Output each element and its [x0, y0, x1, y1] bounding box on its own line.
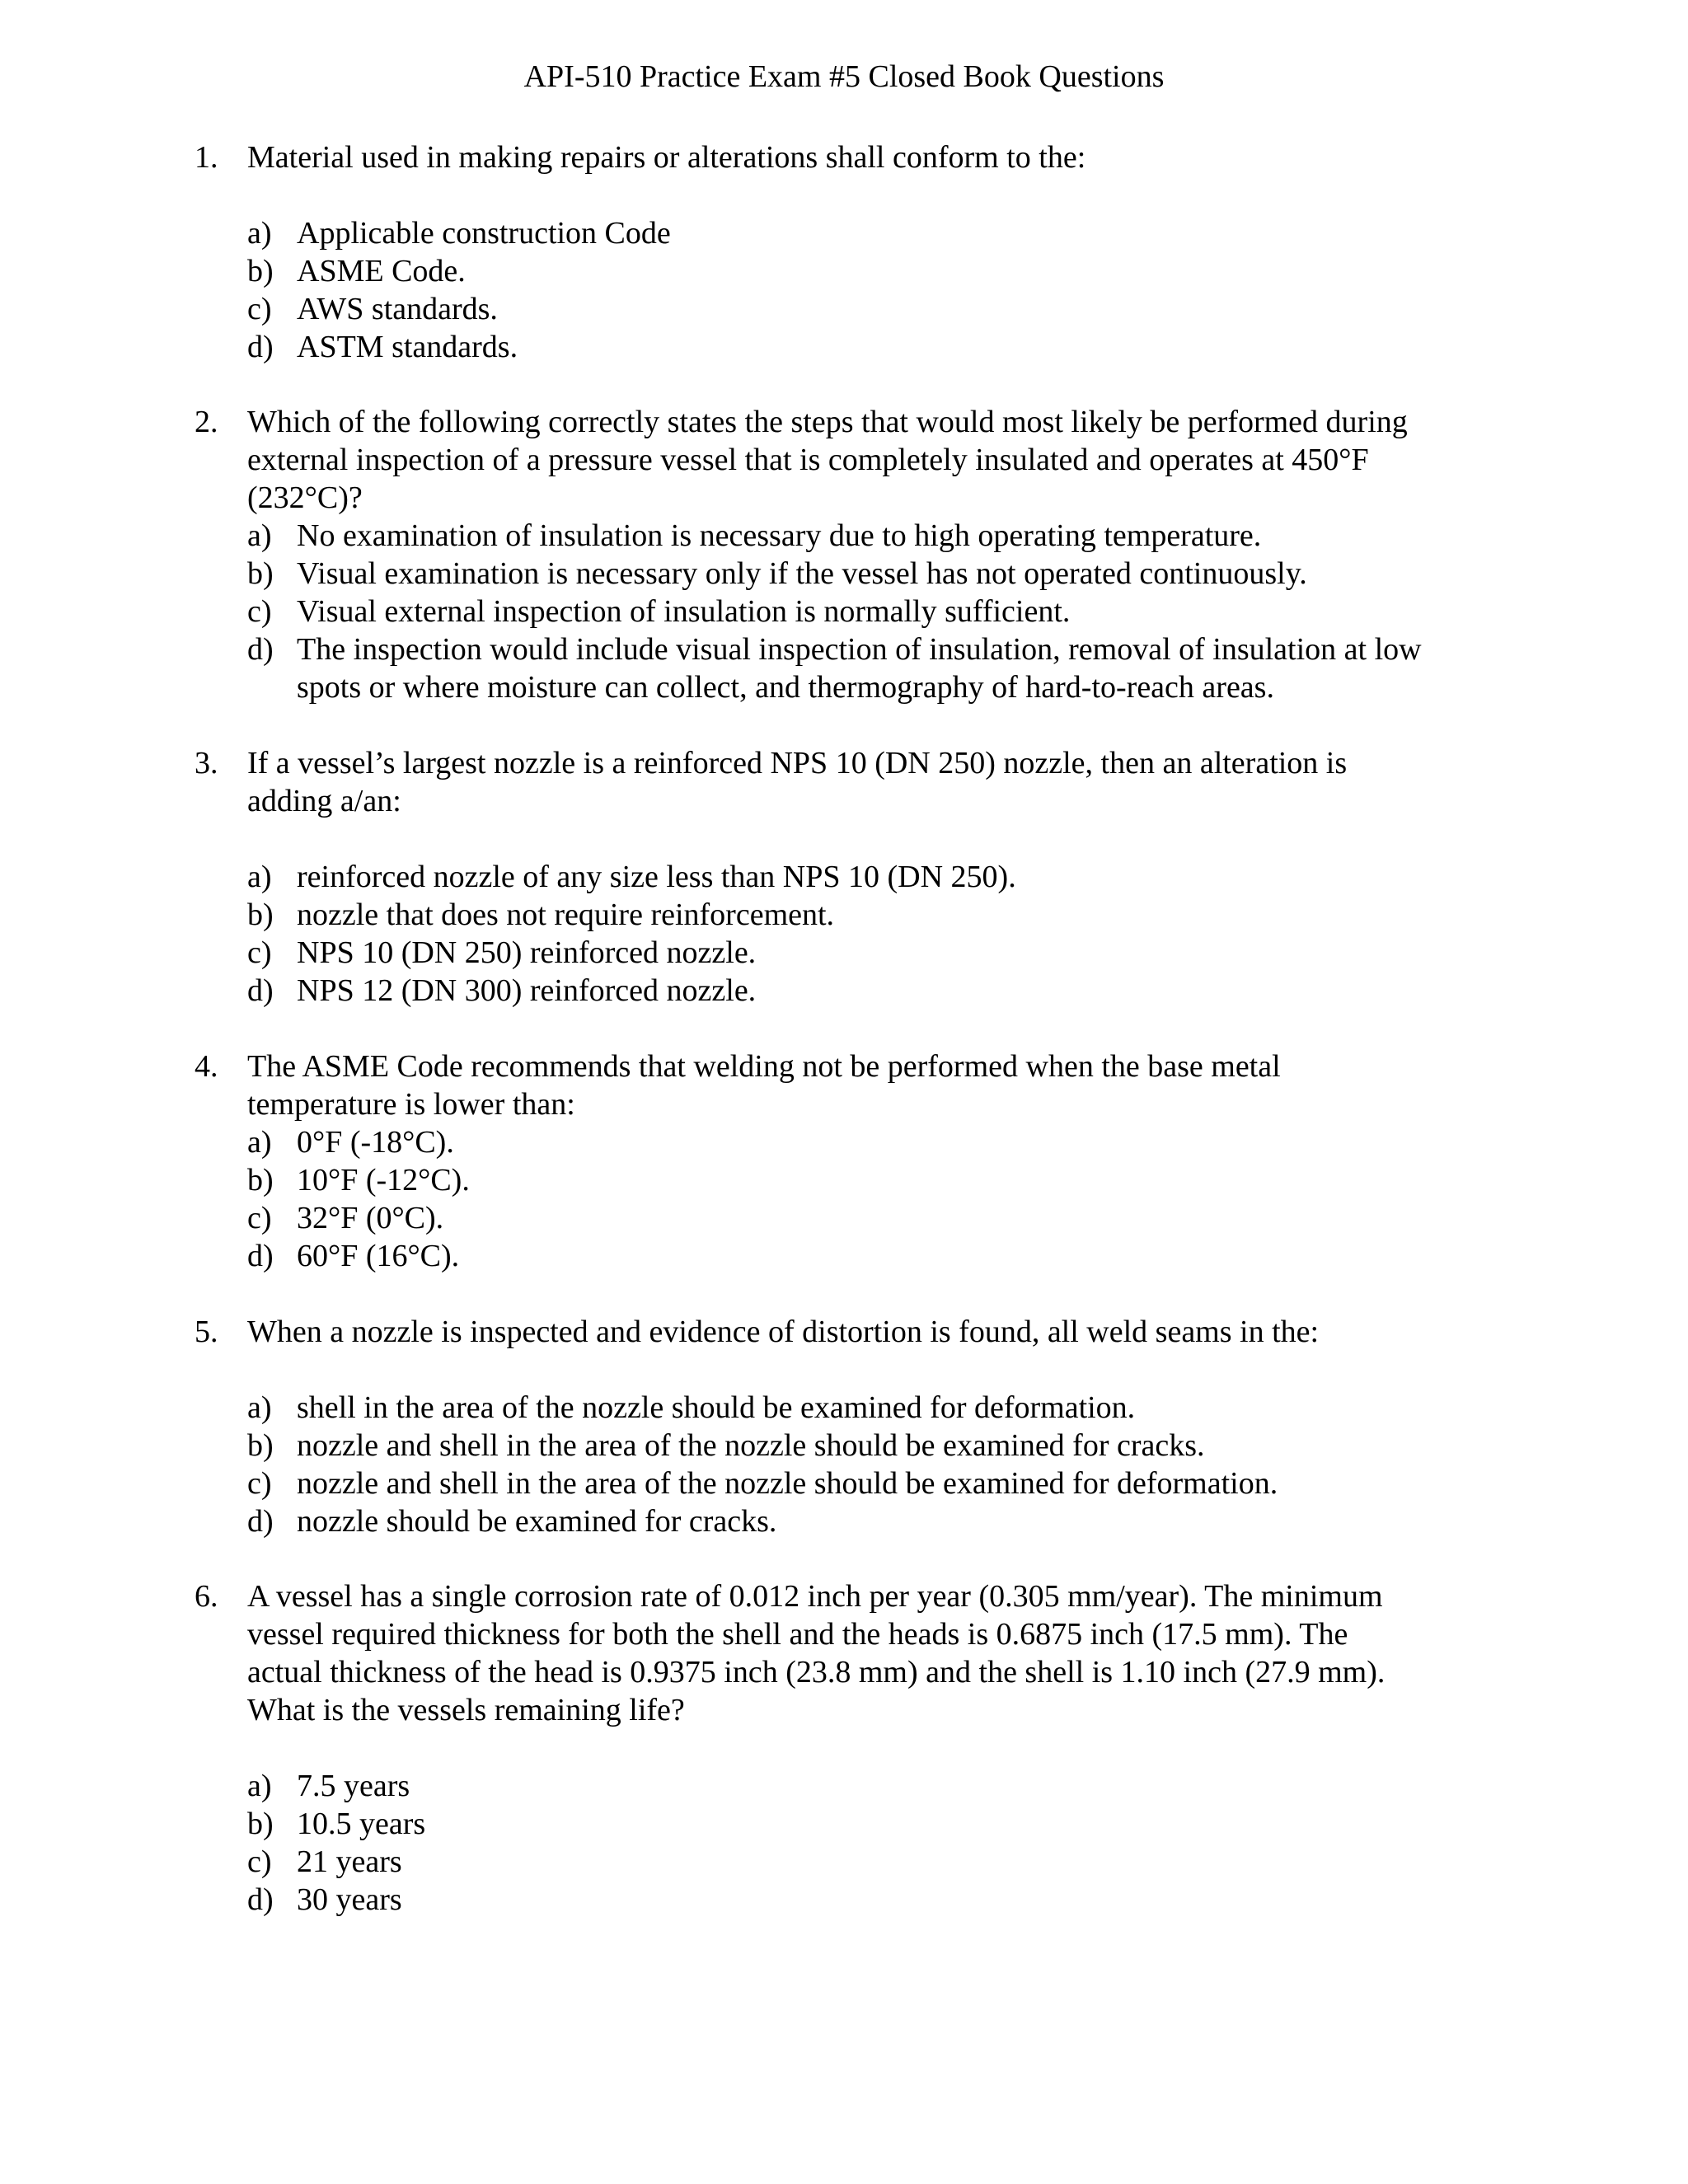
option-line: NPS 10 (DN 250) reinforced nozzle. — [297, 935, 757, 970]
option-letter: d) — [247, 1239, 274, 1273]
option-text — [297, 1389, 1533, 1427]
option-letter: d) — [247, 632, 274, 667]
question-stem-line: When a nozzle is inspected and evidence of distortion is found, all weld seams in the: — [247, 1315, 1320, 1349]
question-stem-line: Material used in making repairs or alterations shall conform to the: — [247, 140, 1086, 175]
option-text — [297, 1465, 1533, 1502]
question-stem-line: (232°C)? — [247, 480, 363, 515]
option-letter: b) — [247, 1163, 274, 1197]
question-number: 6. — [195, 1579, 218, 1614]
option-line: No examination of insulation is necessary due to high operating temperature. — [297, 518, 1262, 553]
option-line: shell in the area of the nozzle should be examined for deformation. — [297, 1390, 1136, 1425]
option-letter: d) — [247, 973, 274, 1008]
option-text — [297, 934, 1533, 972]
option-line: Visual external inspection of insulation is normally sufficient. — [297, 594, 1071, 629]
option-line: 30 years — [297, 1882, 402, 1917]
option-text — [297, 1881, 1533, 1919]
option-text — [297, 1843, 1533, 1881]
question-stem-line: actual thickness of the head is 0.9375 inch (23.8 mm) and the shell is 1.10 inch (27.9 mm). — [247, 1655, 1386, 1690]
question-stem-line: The ASME Code recommends that welding not be performed when the base metal — [247, 1049, 1281, 1084]
question-stem-line: temperature is lower than: — [247, 1087, 575, 1122]
option-letter: d) — [247, 1882, 274, 1917]
option-text — [297, 517, 1533, 555]
question-number: 5. — [195, 1315, 218, 1349]
question-stem — [247, 403, 1517, 517]
option-line: Applicable construction Code — [297, 216, 671, 251]
option-line: nozzle that does not require reinforcement. — [297, 898, 835, 932]
option-letter: b) — [247, 556, 274, 591]
option-letter: a) — [247, 1390, 272, 1425]
option-letter: a) — [247, 1125, 272, 1160]
option-text — [297, 290, 1533, 328]
option-line: nozzle should be examined for cracks. — [297, 1504, 777, 1539]
option-line: ASME Code. — [297, 254, 466, 288]
option-text — [297, 896, 1533, 934]
option-letter: b) — [247, 1807, 274, 1841]
option-letter: c) — [247, 1466, 272, 1501]
option-letter: b) — [247, 254, 274, 288]
option-text — [297, 1502, 1533, 1540]
option-line: ASTM standards. — [297, 330, 518, 364]
option-line: 0°F (-18°C). — [297, 1125, 454, 1160]
question-stem — [247, 1577, 1517, 1729]
option-letter: a) — [247, 518, 272, 553]
option-line: 10°F (-12°C). — [297, 1163, 470, 1197]
option-text — [297, 1161, 1533, 1199]
question-number: 1. — [195, 140, 218, 175]
question-stem-line: Which of the following correctly states the steps that would most likely be performed during — [247, 405, 1408, 439]
option-line: reinforced nozzle of any size less than NPS 10 (DN 250). — [297, 860, 1016, 894]
option-line: Visual examination is necessary only if the vessel has not operated continuously. — [297, 556, 1307, 591]
option-letter: c) — [247, 1201, 272, 1235]
option-text — [297, 858, 1533, 896]
option-text — [297, 1123, 1533, 1161]
question-stem — [247, 138, 1517, 176]
question-stem-line: external inspection of a pressure vessel that is completely insulated and operates at 450°F — [247, 443, 1369, 477]
option-line: spots or where moisture can collect, and thermography of hard-to-reach areas. — [297, 670, 1274, 705]
option-line: 7.5 years — [297, 1769, 410, 1803]
option-letter: c) — [247, 935, 272, 970]
question-number: 3. — [195, 746, 218, 780]
option-letter: d) — [247, 1504, 274, 1539]
option-text — [297, 593, 1533, 630]
option-letter: c) — [247, 292, 272, 326]
option-text — [297, 555, 1533, 593]
option-text — [297, 328, 1533, 366]
option-text — [297, 1237, 1533, 1275]
option-letter: a) — [247, 860, 272, 894]
option-text — [297, 1427, 1533, 1465]
option-line: 21 years — [297, 1844, 402, 1879]
option-text — [297, 630, 1533, 706]
question-stem-line: If a vessel’s largest nozzle is a reinforced NPS 10 (DN 250) nozzle, then an alteration is — [247, 746, 1348, 780]
option-text — [297, 1805, 1533, 1843]
option-letter: a) — [247, 216, 272, 251]
question-stem — [247, 1047, 1517, 1123]
option-text — [297, 214, 1533, 252]
option-line: 32°F (0°C). — [297, 1201, 444, 1235]
question-number: 2. — [195, 405, 218, 439]
option-line: AWS standards. — [297, 292, 498, 326]
option-letter: a) — [247, 1769, 272, 1803]
option-line: 60°F (16°C). — [297, 1239, 460, 1273]
page-title: API-510 Practice Exam #5 Closed Book Questions — [523, 59, 1165, 94]
option-line: The inspection would include visual inspection of insulation, removal of insulation at low — [297, 632, 1422, 667]
question-stem-line: A vessel has a single corrosion rate of 0.012 inch per year (0.305 mm/year). The minimum — [247, 1579, 1383, 1614]
question-stem-line: adding a/an: — [247, 784, 401, 818]
option-letter: c) — [247, 1844, 272, 1879]
option-letter: b) — [247, 898, 274, 932]
question-stem-line: vessel required thickness for both the shell and the heads is 0.6875 inch (17.5 mm). The — [247, 1617, 1348, 1652]
option-line: nozzle and shell in the area of the nozzle should be examined for deformation. — [297, 1466, 1278, 1501]
option-text — [297, 1767, 1533, 1805]
option-line: 10.5 years — [297, 1807, 426, 1841]
option-line: nozzle and shell in the area of the nozzle should be examined for cracks. — [297, 1428, 1205, 1463]
question-stem-line: What is the vessels remaining life? — [247, 1693, 685, 1727]
option-letter: c) — [247, 594, 272, 629]
option-text — [297, 972, 1533, 1010]
question-stem — [247, 744, 1517, 820]
option-line: NPS 12 (DN 300) reinforced nozzle. — [297, 973, 757, 1008]
question-stem — [247, 1313, 1517, 1351]
option-letter: d) — [247, 330, 274, 364]
option-letter: b) — [247, 1428, 274, 1463]
question-number: 4. — [195, 1049, 218, 1084]
option-text — [297, 252, 1533, 290]
option-text — [297, 1199, 1533, 1237]
